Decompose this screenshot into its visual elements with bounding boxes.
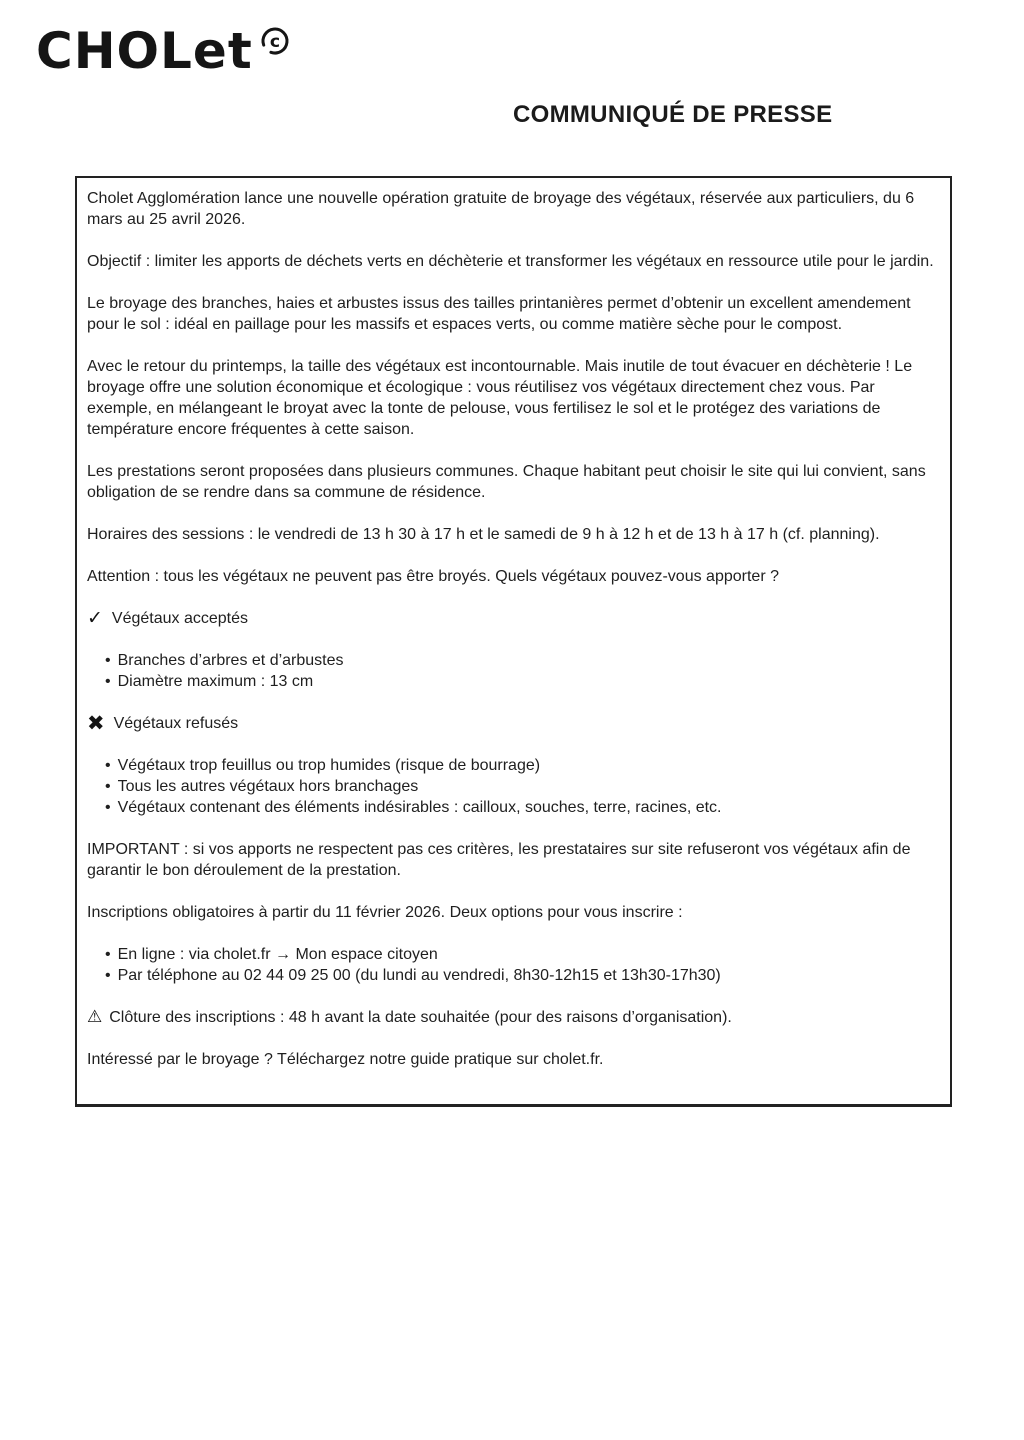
bullet-icon: • [105, 967, 111, 984]
svg-text:c: c [269, 32, 280, 52]
refused-list [87, 755, 940, 818]
list-item-text: Végétaux contenant des éléments indésirables : cailloux, souches, terre, racines, etc. [117, 799, 722, 816]
list-item-text: Par téléphone au 02 44 09 25 00 (du lundi au vendredi, 8h30-12h15 et 13h30-17h30) [117, 967, 721, 984]
refused-heading-label: Végétaux refusés [113, 715, 239, 732]
list-item [105, 944, 940, 965]
press-release-body [75, 176, 952, 1107]
refused-heading [87, 713, 940, 734]
bullet-icon: • [105, 799, 111, 816]
accepted-heading-label: Végétaux acceptés [111, 610, 249, 627]
cross-icon: ✖ [87, 711, 105, 735]
cholet-logo [36, 22, 290, 80]
paragraph-broyage: Le broyage des branches, haies et arbustes issus des tailles printanières permet d’obtenir un excellent amendement pour le sol : idéal en paillage pour les massifs et espaces verts, ou comme matière sèche pour le compost. [87, 295, 911, 333]
list-item-text: En ligne : via cholet.fr → Mon espace citoyen [117, 946, 438, 963]
bullet-icon: • [105, 673, 111, 690]
bullet-icon: • [105, 652, 111, 669]
list-item [105, 755, 940, 776]
document-title: COMMUNIQUÉ DE PRESSE [513, 101, 833, 128]
inscription-options-list [87, 944, 940, 986]
list-item [105, 797, 940, 818]
paragraph-objectif: Objectif : limiter les apports de déchets verts en déchèterie et transformer les végétaux en ressource utile pour le jardin. [87, 253, 934, 270]
paragraph-intro: Cholet Agglomération lance une nouvelle opération gratuite de broyage des végétaux, réservée aux particuliers, du 6 mars au 25 avril 2026. [87, 190, 915, 228]
list-item-text: Tous les autres végétaux hors branchages [117, 778, 419, 795]
list-item-text: Branches d’arbres et d’arbustes [117, 652, 344, 669]
list-item [105, 965, 940, 986]
cloture-text: Clôture des inscriptions : 48 h avant la date souhaitée (pour des raisons d’organisation). [109, 1009, 732, 1026]
paragraph-important: IMPORTANT : si vos apports ne respectent pas ces critères, les prestataires sur site refuseront vos végétaux afin de garantir le bon déroulement de la prestation. [87, 841, 911, 879]
bullet-icon: • [105, 778, 111, 795]
paragraph-attention: Attention : tous les végétaux ne peuvent pas être broyés. Quels végétaux pouvez-vous apporter ? [87, 568, 779, 585]
paragraph-printemps: Avec le retour du printemps, la taille des végétaux est incontournable. Mais inutile de tout évacuer en déchèterie ! Le broyage offre une solution économique et écologique : vous réutilisez vos végétaux directement chez vous. Par exemple, en mélangeant le broyat avec la tonte de pelouse, vous fertilisez le sol et le protégez des variations de température encore fréquentes à cette saison. [87, 358, 913, 438]
list-item [105, 650, 940, 671]
list-item [105, 776, 940, 797]
accepted-heading [87, 608, 940, 629]
paragraph-interesse: Intéressé par le broyage ? Téléchargez notre guide pratique sur cholet.fr. [87, 1051, 604, 1068]
logo-text: CHOLet [36, 22, 253, 80]
paragraph-inscriptions: Inscriptions obligatoires à partir du 11 février 2026. Deux options pour vous inscrire : [87, 904, 683, 921]
bullet-icon: • [105, 757, 111, 774]
paragraph-prestations: Les prestations seront proposées dans plusieurs communes. Chaque habitant peut choisir le site qui lui convient, sans obligation de se rendre dans sa commune de résidence. [87, 463, 926, 501]
list-item-text: Végétaux trop feuillus ou trop humides (risque de bourrage) [117, 757, 541, 774]
list-item [105, 671, 940, 692]
bullet-icon: • [105, 946, 111, 963]
check-icon: ✓ [87, 607, 103, 629]
warning-icon: ⚠ [87, 1007, 103, 1027]
list-item-text: Diamètre maximum : 13 cm [117, 673, 314, 690]
logo-c-mark-icon [260, 26, 290, 56]
paragraph-horaires: Horaires des sessions : le vendredi de 13 h 30 à 17 h et le samedi de 9 h à 12 h et de 13 h à 17 h (cf. planning). [87, 526, 880, 543]
paragraph-cloture [87, 1007, 940, 1028]
accepted-list [87, 650, 940, 692]
